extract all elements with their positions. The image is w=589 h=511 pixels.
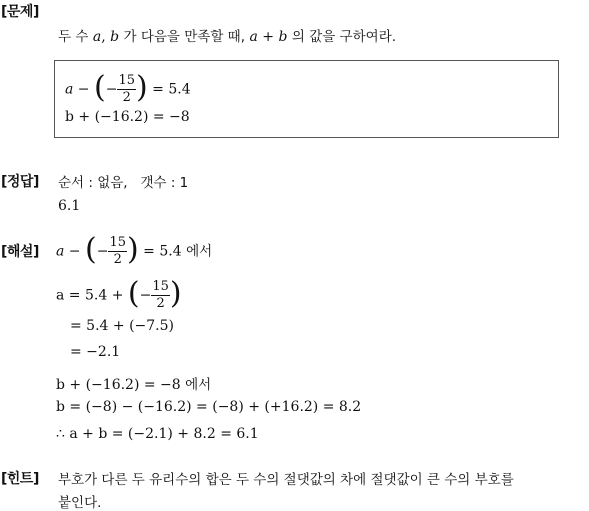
explanation-line-1: a − (− $\frac{15}{2}$ ) = 5.4 에서 [56,232,213,267]
explanation-label: [해설] [1,244,39,260]
explanation-line-2: a = 5.4 + (− $\frac{15}{2}$ ) [56,276,182,311]
explanation-line-5: b + (−16.2) = −8 에서 [56,377,212,393]
problem-statement: 두 수 a, b 가 다음을 만족할 때, a + b 의 값을 구하여라. [58,29,397,45]
answer-meta: 순서 : 없음, 갯수 : 1 [58,175,189,191]
hint-label: [힌트] [1,471,39,487]
fraction: $\frac{15}{2}$ [118,73,135,105]
condition-equation-1: a − (− $\frac{15}{2}$ ) = 5.4 [65,70,191,105]
problem-label: [문제] [1,4,39,20]
answer-label: [정답] [1,174,39,190]
hint-line-1: 부호가 다른 두 유리수의 합은 두 수의 절댓값의 차에 절댓값이 큰 수의 부호를 [58,472,514,488]
condition-equation-2: b + (−16.2) = −8 [65,109,190,125]
explanation-line-6: b = (−8) − (−16.2) = (−8) + (+16.2) = 8.2 [56,399,362,415]
fraction: $\frac{15}{2}$ [109,235,126,267]
explanation-line-7: ∴ a + b = (−2.1) + 8.2 = 6.1 [56,426,259,442]
explanation-line-3: = 5.4 + (−7.5) [70,318,174,334]
answer-value: 6.1 [58,198,81,214]
fraction: $\frac{15}{2}$ [152,279,169,311]
hint-line-2: 붙인다. [58,495,102,511]
explanation-line-4: = −2.1 [70,344,121,360]
